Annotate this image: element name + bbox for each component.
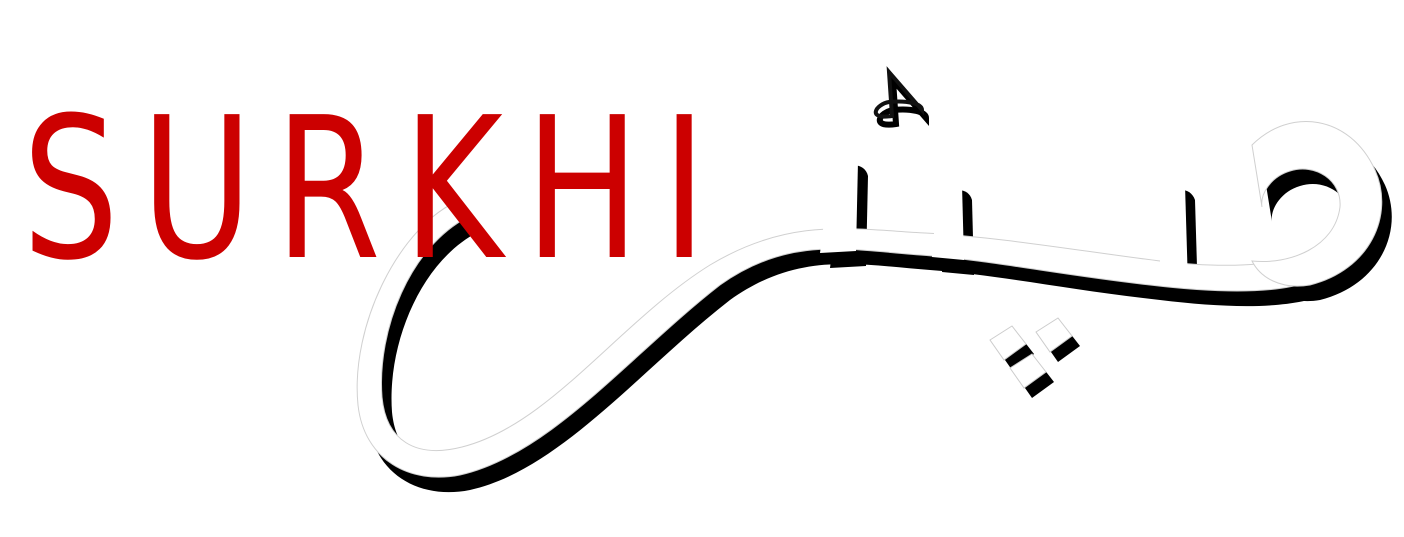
tooth-3 [820, 150, 858, 253]
wordmark-surkhi: SURKHI [22, 76, 729, 304]
tooth-2 [932, 175, 964, 260]
tooth-1 [1160, 175, 1188, 285]
